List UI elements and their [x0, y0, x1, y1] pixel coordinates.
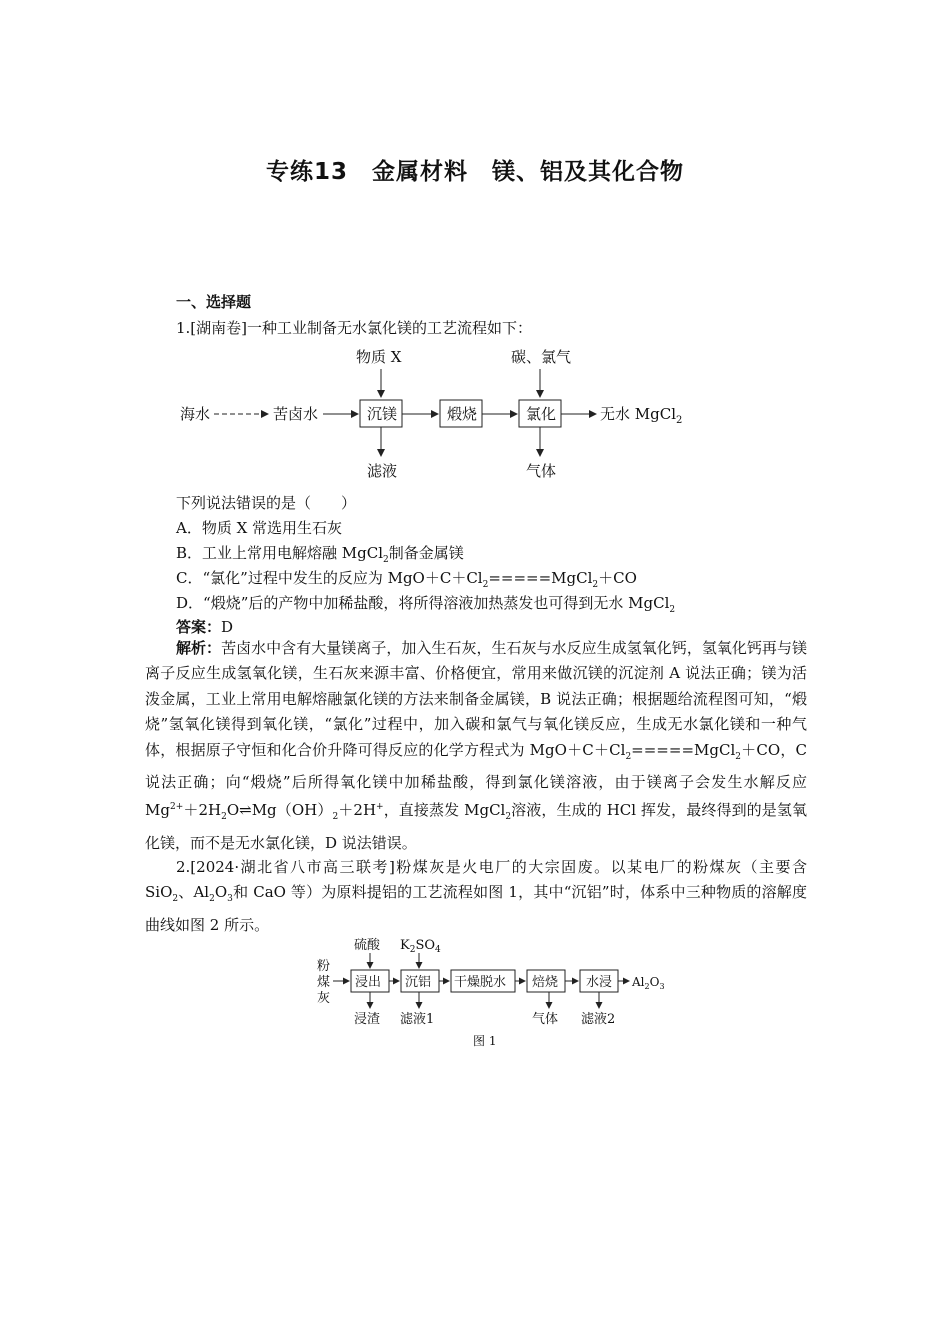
q2-stem: 2.[2024·湖北省八市高三联考]粉煤灰是火电厂的大宗固废。以某电厂的粉煤灰（主要含 SiO$_2$、$Al_2O_3$和 CaO 等）为原料提铝的工艺流程如图 1，其中“沉铝”时，体系中三种物质的溶解度曲线如图 2 所示。 [145, 858, 807, 934]
flow-reagent-x: 物质 X [356, 348, 402, 366]
flow2-step5: 水浸 [586, 975, 613, 990]
q1-answer: 答案：D [176, 618, 234, 636]
q2-flowchart [313, 932, 673, 1050]
flow2-step1: 浸出 [355, 975, 382, 990]
flow-step3: 氯化 [526, 405, 557, 423]
flow2-step3: 干燥脱水 [454, 975, 507, 990]
q1-question: 下列说法错误的是（ ） [176, 494, 357, 512]
flow2-residue: 浸渣 [354, 1012, 381, 1027]
flow2-filtrate1: 滤液1 [400, 1012, 435, 1027]
feed-char-1: 粉 [317, 959, 331, 974]
flow-gas: 气体 [526, 462, 557, 480]
feed-char-2: 煤 [317, 975, 331, 990]
figure-caption: 图 1 [473, 1034, 497, 1048]
flow-step1: 沉镁 [367, 405, 398, 423]
flow2-step2: 沉铝 [405, 975, 432, 990]
flow2-gas: 气体 [532, 1012, 559, 1027]
flow2-k2so4: $K_2SO_4$ [400, 938, 441, 955]
feed-char-3: 灰 [317, 991, 331, 1006]
flow2-filtrate2: 滤液2 [581, 1012, 616, 1027]
page-title: 专练13 金属材料 镁、铝及其化合物 [265, 159, 684, 185]
flow-product: 无水 MgCl$_2$ [600, 405, 683, 426]
q1-option-b: B．工业上常用电解熔融 MgCl$_2$制备金属镁 [176, 544, 464, 565]
flow2-acid: 硫酸 [354, 938, 381, 953]
q1-option-a: A．物质 X 常选用生石灰 [176, 519, 343, 537]
flow-reagent2: 碳、氯气 [511, 348, 572, 366]
flow2-step4: 焙烧 [532, 975, 559, 990]
q1-analysis: 解析：苦卤水中含有大量镁离子，加入生石灰，生石灰与水反应生成氢氧化钙，氢氧化钙再与镁离子反应生成氢氧化镁，生石灰来源丰富、价格便宜，常用来做沉镁的沉淀剂 A 说法正确；镁为活泼金属，工业上常用电解熔融氯化镁的方法来制备金属镁，B 说法正确；根据题给流程图可知，“煅烧”氢氧化镁得到氧化镁，“氯化”过程中，加入碳和氯气与氧化镁反应，生成无水氯化镁和一种气体，根据原子守恒和化合价升降可得反应的化学方程式为 $MgO+C+Cl_2=====MgCl_2+CO$，C 说法正确；向“煅烧”后所得氧化镁中加稀盐酸，得到氯化镁溶液，由于镁离子会发生水解反应 $Mg^{2+}+2H_2O\rightleftharpoons Mg(OH)_2+2H^+$，直接蒸发 MgCl$_2$溶液，生成的 HCl 挥发，最终得到的是氢氧化镁，而不是无水氯化镁，D 说法错误。 [145, 639, 807, 852]
q1-option-d: D．“煅烧”后的产物中加稀盐酸，将所得溶液加热蒸发也可得到无水 MgCl$_2$ [176, 594, 676, 615]
flow-filtrate: 滤液 [367, 462, 398, 480]
flow-step2: 煅烧 [447, 405, 478, 423]
flow-brine: 苦卤水 [273, 405, 319, 423]
section-heading: 一、选择题 [176, 293, 252, 311]
q1-flowchart [170, 342, 710, 487]
q1-stem: 1.[湖南卷]一种工业制备无水氯化镁的工艺流程如下： [176, 319, 533, 337]
flow2-product: $Al_2O_3$ [632, 975, 665, 991]
flow-seawater: 海水 [180, 405, 211, 423]
q1-option-c: C．“氯化”过程中发生的反应为 $MgO+C+Cl_2=====MgCl_2+CO$ [176, 569, 637, 590]
